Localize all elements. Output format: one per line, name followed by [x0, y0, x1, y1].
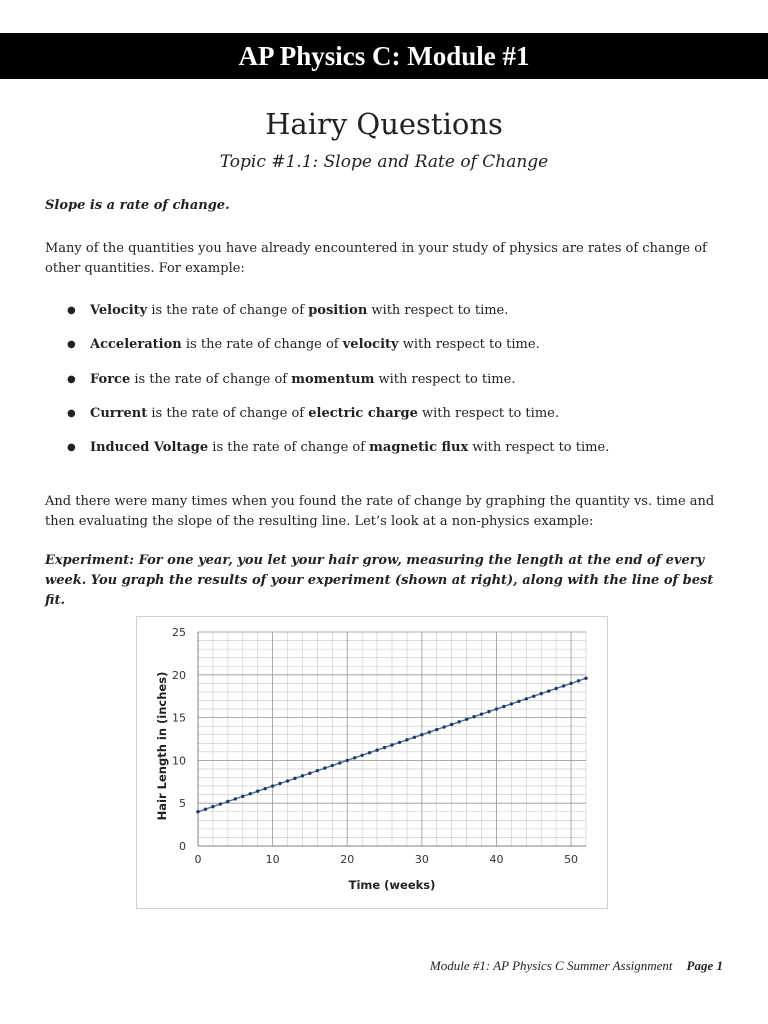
- data-point: [532, 695, 535, 698]
- x-tick-label: 50: [564, 853, 579, 866]
- data-point: [428, 730, 431, 733]
- data-point: [502, 705, 505, 708]
- page-footer: [430, 956, 723, 976]
- data-point: [443, 725, 446, 728]
- data-point: [249, 792, 252, 795]
- data-point: [375, 748, 378, 751]
- x-tick-label: 20: [340, 853, 355, 866]
- data-point: [554, 687, 557, 690]
- list-item: ● Current is the rate of change of electric charge with respect to time.: [45, 404, 735, 438]
- data-point: [226, 800, 229, 803]
- y-tick-label: 5: [179, 797, 186, 811]
- rate-of-term: electric charge: [308, 405, 418, 421]
- module-banner: AP Physics C: Module #1: [0, 33, 768, 79]
- quantity-term: Current: [90, 405, 148, 421]
- data-point: [495, 707, 498, 710]
- data-point: [263, 787, 266, 790]
- data-point: [510, 702, 513, 705]
- list-item: ● Acceleration is the rate of change of velocity with respect to time.: [45, 335, 735, 369]
- data-point: [338, 761, 341, 764]
- graphing-paragraph: And there were many times when you found the rate of change by graphing the quantity vs. time and then evaluating the slope of the resulting line. Let’s look at a non-physics example:: [45, 494, 715, 529]
- data-point: [517, 700, 520, 703]
- data-point: [360, 754, 363, 757]
- data-point: [584, 677, 587, 680]
- intro-paragraph: Many of the quantities you have already encountered in your study of physics are rates of change of other quantities. For example:: [45, 241, 707, 276]
- data-point: [487, 710, 490, 713]
- quantity-term: Induced Voltage: [90, 440, 209, 456]
- quantity-term: Velocity: [90, 303, 148, 318]
- x-tick-label: 40: [489, 853, 504, 866]
- experiment-statement: Experiment: For one year, you let your hair grow, measuring the length at the end of every week. You graph the results of your experiment (shown at right), along with the line of best fit.: [45, 553, 714, 608]
- topic-subtitle: Topic #1.1: Slope and Rate of Change: [219, 152, 549, 172]
- data-point: [569, 682, 572, 685]
- chart-frame: [137, 617, 608, 909]
- data-point: [472, 715, 475, 718]
- y-tick-label: 20: [172, 668, 186, 682]
- data-point: [525, 697, 528, 700]
- rates-list: [45, 301, 735, 472]
- data-point: [346, 759, 349, 762]
- data-point: [465, 718, 468, 721]
- data-point: [353, 756, 356, 759]
- list-item: ● Induced Voltage is the rate of change of magnetic flux with respect to time.: [45, 438, 735, 472]
- data-point: [219, 802, 222, 805]
- data-point: [256, 790, 259, 793]
- y-tick-label: 0: [179, 840, 186, 853]
- rate-of-term: position: [308, 303, 368, 318]
- hair-length-chart: [136, 616, 608, 909]
- data-point: [301, 774, 304, 777]
- footer-page-number: Page 1: [686, 958, 723, 973]
- x-tick-label: 10: [265, 853, 280, 866]
- quantity-term: Acceleration: [90, 337, 182, 353]
- data-point: [271, 784, 274, 787]
- data-point: [196, 810, 199, 813]
- rate-of-term: velocity: [342, 337, 399, 353]
- data-point: [405, 738, 408, 741]
- quantity-term: Force: [90, 371, 131, 387]
- data-point: [562, 684, 565, 687]
- rate-of-term: magnetic flux: [369, 440, 469, 456]
- data-point: [435, 728, 438, 731]
- x-tick-label: 0: [194, 853, 202, 866]
- data-point: [413, 736, 416, 739]
- data-point: [540, 692, 543, 695]
- data-point: [293, 777, 296, 780]
- data-point: [577, 679, 580, 682]
- data-point: [241, 795, 244, 798]
- data-point: [480, 712, 483, 715]
- data-point: [323, 766, 326, 769]
- rate-of-term: momentum: [291, 371, 375, 387]
- x-tick-label: 30: [414, 853, 429, 866]
- data-point: [204, 807, 207, 810]
- y-tick-label: 15: [172, 711, 186, 725]
- data-point: [316, 769, 319, 772]
- data-point: [308, 772, 311, 775]
- y-axis-label: Hair Length in (inches): [155, 671, 169, 821]
- y-tick-label: 10: [172, 754, 186, 768]
- data-point: [398, 741, 401, 744]
- data-point: [390, 743, 393, 746]
- data-point: [547, 689, 550, 692]
- data-point: [368, 751, 371, 754]
- data-point: [450, 723, 453, 726]
- list-item: ● Velocity is the rate of change of position with respect to time.: [45, 301, 735, 335]
- data-point: [234, 797, 237, 800]
- list-item: ● Force is the rate of change of momentum with respect to time.: [45, 370, 735, 404]
- data-point: [331, 764, 334, 767]
- data-point: [211, 805, 214, 808]
- footer-assignment: Module #1: AP Physics C Summer Assignment: [429, 958, 673, 973]
- page-title: Hairy Questions: [265, 107, 503, 141]
- x-axis-label: Time (weeks): [348, 878, 436, 892]
- data-point: [420, 733, 423, 736]
- lead-statement: Slope is a rate of change.: [45, 198, 230, 213]
- data-point: [383, 746, 386, 749]
- data-point: [457, 720, 460, 723]
- data-point: [286, 779, 289, 782]
- y-tick-label: 25: [172, 626, 186, 639]
- data-point: [278, 782, 281, 785]
